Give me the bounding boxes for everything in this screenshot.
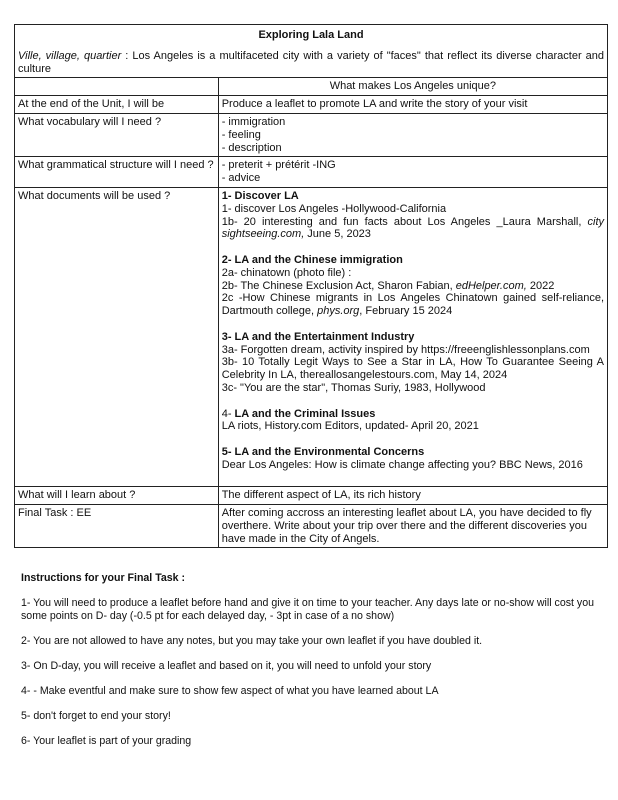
table-row-final-task bbox=[15, 505, 608, 548]
row-value: After coming accross an interesting leaflet about LA, you have decided to fly overthere. Write about your trip over there and the different discoveries you have made in the City of Angels. bbox=[218, 505, 607, 548]
document-text: 2b- The Chinese Exclusion Act, Sharon Fabian, bbox=[221, 279, 456, 292]
row-label: Final Task : EE bbox=[15, 505, 219, 548]
document-text: 1b- 20 interesting and fun facts about Los Angeles _Laura Marshall, bbox=[221, 215, 588, 228]
header-empty-cell bbox=[15, 78, 219, 96]
row-label: What vocabulary will I need ? bbox=[15, 113, 219, 156]
row-value: The different aspect of LA, its rich history bbox=[218, 487, 607, 505]
document-line: 3a- Forgotten dream, activity inspired by https://freeenglishlessonplans.com bbox=[221, 343, 590, 356]
header-row bbox=[15, 78, 608, 96]
spacer bbox=[222, 241, 604, 254]
source-name: phys.org bbox=[317, 305, 360, 318]
row-value: Produce a leaflet to promote LA and write the story of your visit bbox=[218, 96, 607, 114]
document-text: 2c -How Chinese migrants in Los Angeles Chinatown gained self-reliance, Dartmouth college, bbox=[221, 292, 604, 318]
table-row-end-of-unit bbox=[15, 96, 608, 114]
document-date: 2022 bbox=[526, 279, 555, 292]
table-row-grammar bbox=[15, 157, 608, 188]
section-heading: 5- LA and the Environmental Concerns bbox=[221, 445, 425, 458]
spacer bbox=[222, 472, 604, 485]
section-title: LA and the Criminal Issues bbox=[234, 407, 376, 420]
section-heading bbox=[222, 408, 604, 421]
instruction-item: 1- You will need to produce a leaflet before hand and give it on time to your teacher. Any days late or no-show will cost you some points on D- day (-0.5 pt for each delayed day, - 3pt in case of a no show) bbox=[21, 597, 594, 622]
intro-rest: : Los Angeles is a multifaceted city with a variety of "faces" that reflect its diverse character and culture bbox=[18, 49, 604, 75]
instructions-heading: Instructions for your Final Task : bbox=[21, 572, 186, 584]
instruction-item: 4- - Make eventful and make sure to show few aspect of what you have learned about LA bbox=[21, 685, 439, 697]
document-line: 3c- "You are the star", Thomas Suriy, 1983, Hollywood bbox=[221, 381, 486, 394]
document-line bbox=[222, 216, 604, 242]
document-line: LA riots, History.com Editors, updated- April 20, 2021 bbox=[221, 420, 479, 433]
list-item: - description bbox=[221, 141, 282, 154]
table-row-vocabulary bbox=[15, 113, 608, 156]
intro-italic: Ville, village, quartier bbox=[18, 49, 122, 62]
document-line: 1- discover Los Angeles -Hollywood-California bbox=[221, 202, 447, 215]
row-label: What will I learn about ? bbox=[15, 487, 219, 505]
document-line: 2a- chinatown (photo file) : bbox=[221, 266, 352, 279]
title-cell bbox=[15, 25, 608, 78]
row-label: What grammatical structure will I need ? bbox=[15, 157, 219, 188]
table-row-documents bbox=[15, 187, 608, 486]
list-item: - advice bbox=[221, 172, 261, 185]
source-name: edHelper.com, bbox=[455, 279, 527, 292]
instruction-item: 5- don't forget to end your story! bbox=[21, 710, 171, 722]
list-item: - preterit + prétérit -ING bbox=[221, 159, 336, 172]
document-line: Dear Los Angeles: How is climate change affecting you? BBC News, 2016 bbox=[221, 458, 583, 471]
title-row bbox=[15, 25, 608, 78]
spacer bbox=[222, 433, 604, 446]
document-line bbox=[222, 280, 604, 293]
document-date: June 5, 2023 bbox=[304, 228, 371, 241]
list-item: - immigration bbox=[221, 115, 286, 128]
table-row-learn bbox=[15, 487, 608, 505]
section-number: 4- bbox=[221, 407, 235, 420]
document-line bbox=[222, 292, 604, 318]
section-heading: 1- Discover LA bbox=[221, 189, 299, 202]
instruction-item: 2- You are not allowed to have any notes, but you may take your own leaflet if you have doubled it. bbox=[21, 635, 483, 647]
documents-list bbox=[218, 187, 607, 486]
row-label: What documents will be used ? bbox=[15, 187, 219, 486]
section-heading: 3- LA and the Entertainment Industry bbox=[221, 330, 415, 343]
row-label: At the end of the Unit, I will be bbox=[15, 96, 219, 114]
vocabulary-list bbox=[218, 113, 607, 156]
document-line: 3b- 10 Totally Legit Ways to See a Star in LA, How To Guarantee Seeing A Celebrity In LA, thereallosangelestours.com, May 14, 2024 bbox=[221, 356, 604, 382]
source-name: city sightseeing.com, bbox=[221, 215, 604, 241]
document-title: Exploring Lala Land bbox=[258, 29, 364, 41]
unit-plan-table bbox=[14, 24, 608, 548]
spacer bbox=[222, 395, 604, 408]
grammar-list bbox=[218, 157, 607, 188]
instruction-item: 3- On D-day, you will receive a leaflet and based on it, you will need to unfold your story bbox=[21, 660, 432, 672]
spacer bbox=[222, 318, 604, 331]
list-item: - feeling bbox=[221, 128, 261, 141]
intro-text bbox=[18, 50, 604, 76]
document-date: , February 15 2024 bbox=[359, 305, 453, 318]
instructions-section bbox=[21, 572, 601, 760]
section-heading: 2- LA and the Chinese immigration bbox=[221, 253, 403, 266]
instruction-item: 6- Your leaflet is part of your grading bbox=[21, 735, 192, 747]
column-header: What makes Los Angeles unique? bbox=[218, 78, 607, 96]
